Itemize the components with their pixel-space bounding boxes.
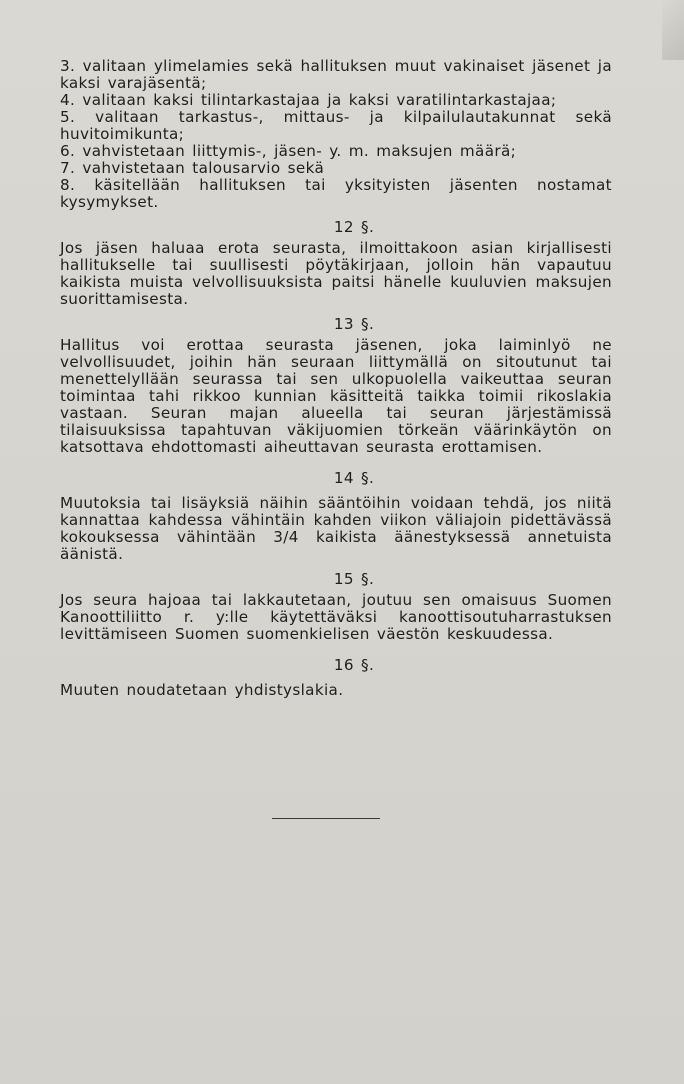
list-item: 6. vahvistetaan liittymis-, jäsen- y. m. maksujen määrä;	[60, 142, 517, 160]
paragraph: Hallitus voi erottaa seurasta jäsenen, joka laiminlyö ne velvollisuudet, joihin hän seuraan liittymällä on sitoutunut tai menettelyllään seurassa tai sen ulkopuolella vaikeuttaa seuran toimintaa tahi rikkoo kunnian käsitteitä taikka toimii rikoslakia vastaan. Seuran majan alueella tai seuran järjestämissä tilaisuuksissa tapahtuvan väkijuomien törkeän väärinkäytön on katsottava ehdottomasti aiheuttavan seurasta erottamisen.	[60, 336, 612, 456]
list-item: 7. vahvistetaan talousarvio sekä	[60, 159, 325, 177]
page-corner	[662, 0, 684, 60]
paragraph: Muutoksia tai lisäyksiä näihin sääntöihin voidaan tehdä, jos niitä kannattaa kahdessa vähintäin kahden viikon väliajoin pidettävässä kokouksessa vähintään 3/4 kaikista äänestyksessä annetuista äänistä.	[60, 494, 612, 563]
list-item: 5. valitaan tarkastus-, mittaus- ja kilpailulautakunnat sekä huvitoimikunta;	[60, 108, 612, 143]
paragraph: Muuten noudatetaan yhdistyslakia.	[60, 681, 344, 699]
document-body	[60, 58, 612, 699]
section-heading-12: 12 §.	[333, 218, 375, 236]
list-item: 4. valitaan kaksi tilintarkastajaa ja kaksi varatilintarkastajaa;	[60, 91, 557, 109]
section-heading-15: 15 §.	[333, 570, 375, 588]
list-item: 8. käsitellään hallituksen tai yksityisten jäsenten nostamat kysymykset.	[60, 176, 612, 211]
agenda-list	[60, 58, 612, 211]
paragraph: Jos jäsen haluaa erota seurasta, ilmoittakoon asian kirjallisesti hallitukselle tai suullisesti pöytäkirjaan, jolloin hän vapautuu kaikista muista velvollisuuksista paitsi hänelle kuuluvien maksujen suorittamisesta.	[60, 239, 612, 308]
section-heading-13: 13 §.	[333, 315, 375, 333]
closing-rule	[272, 818, 380, 819]
paragraph: Jos seura hajoaa tai lakkautetaan, joutuu sen omaisuus Suomen Kanoottiliitto r. y:lle käytettäväksi kanoottisoutuharrastuksen levittämiseen Suomen suomenkielisen väestön keskuudessa.	[60, 591, 612, 643]
section-heading-16: 16 §.	[333, 656, 375, 674]
list-item: 3. valitaan ylimelamies sekä hallituksen muut vakinaiset jäsenet ja kaksi varajäsentä;	[60, 57, 612, 92]
section-heading-14: 14 §.	[333, 469, 375, 487]
